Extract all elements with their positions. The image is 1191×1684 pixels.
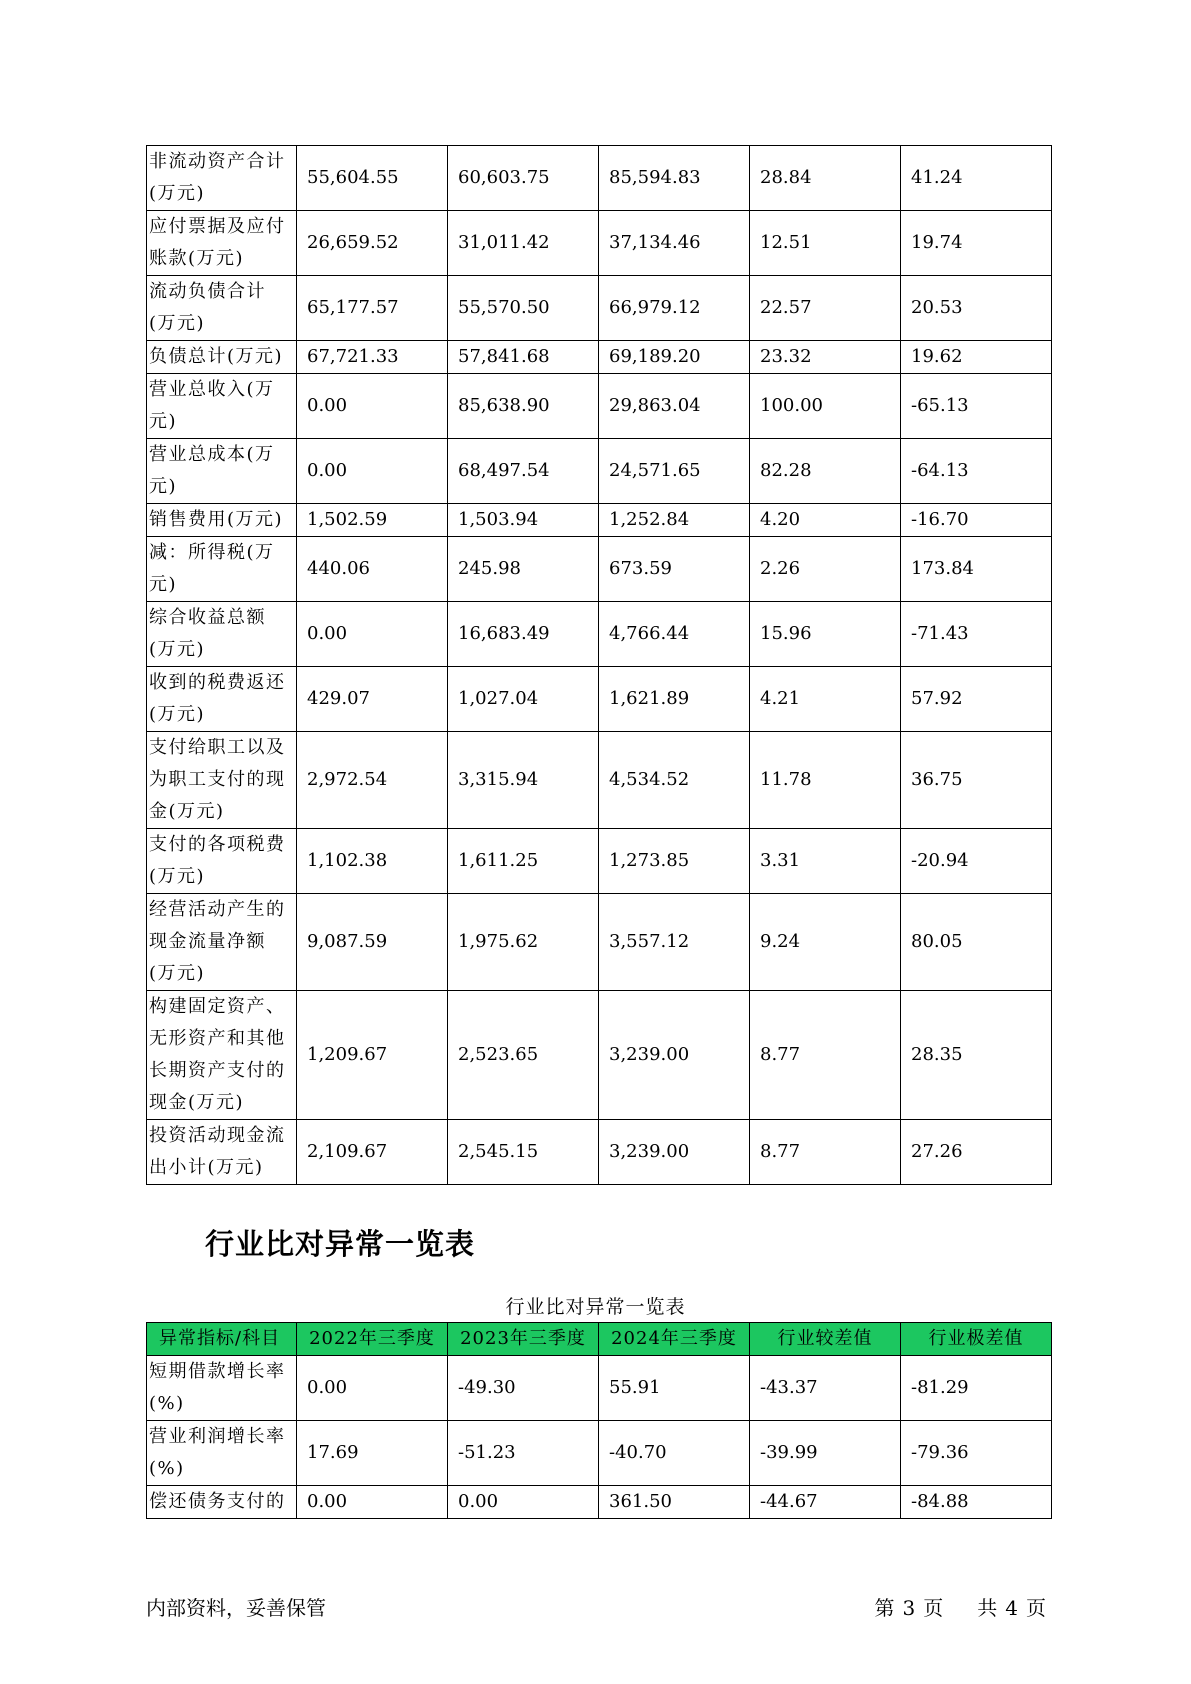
page-current: 3: [902, 1596, 916, 1620]
anomaly-table: [146, 1322, 1052, 1519]
value-cell: -44.67: [750, 1486, 901, 1519]
value-cell: 2.26: [750, 537, 901, 602]
value-cell: 3.31: [750, 829, 901, 894]
value-cell: 245.98: [448, 537, 599, 602]
table-row: [147, 732, 1052, 829]
value-cell: 57,841.68: [448, 341, 599, 374]
value-cell: 28.35: [901, 991, 1052, 1120]
table-caption: 行业比对异常一览表: [505, 1296, 686, 1318]
header-cell: 2024年三季度: [599, 1323, 750, 1356]
row-label: 短期借款增长率(%): [147, 1356, 297, 1421]
value-cell: 37,134.46: [599, 211, 750, 276]
table-row: [147, 1356, 1052, 1421]
header-cell: 行业极差值: [901, 1323, 1052, 1356]
table-row: [147, 504, 1052, 537]
value-cell: 2,545.15: [448, 1120, 599, 1185]
value-cell: 67,721.33: [297, 341, 448, 374]
value-cell: 16,683.49: [448, 602, 599, 667]
value-cell: -64.13: [901, 439, 1052, 504]
value-cell: 1,611.25: [448, 829, 599, 894]
value-cell: 1,503.94: [448, 504, 599, 537]
value-cell: 0.00: [297, 439, 448, 504]
value-cell: 673.59: [599, 537, 750, 602]
anomaly-table-body: [147, 1323, 1052, 1519]
page-total: 4: [1005, 1596, 1018, 1620]
value-cell: 19.74: [901, 211, 1052, 276]
total-prefix: 共: [977, 1596, 998, 1620]
header-cell: 2022年三季度: [297, 1323, 448, 1356]
value-cell: 17.69: [297, 1421, 448, 1486]
value-cell: 12.51: [750, 211, 901, 276]
table-row: [147, 439, 1052, 504]
value-cell: 100.00: [750, 374, 901, 439]
page-unit: 页: [923, 1596, 944, 1620]
table-row: [147, 211, 1052, 276]
value-cell: 28.84: [750, 146, 901, 211]
value-cell: 85,638.90: [448, 374, 599, 439]
value-cell: 29,863.04: [599, 374, 750, 439]
value-cell: 85,594.83: [599, 146, 750, 211]
value-cell: 11.78: [750, 732, 901, 829]
value-cell: -20.94: [901, 829, 1052, 894]
table-row: [147, 829, 1052, 894]
row-label: 流动负债合计(万元): [147, 276, 297, 341]
value-cell: 4.20: [750, 504, 901, 537]
value-cell: 3,315.94: [448, 732, 599, 829]
value-cell: 1,027.04: [448, 667, 599, 732]
row-label: 支付给职工以及为职工支付的现金(万元): [147, 732, 297, 829]
value-cell: 0.00: [297, 1486, 448, 1519]
row-label: 销售费用(万元): [147, 504, 297, 537]
value-cell: 0.00: [297, 1356, 448, 1421]
value-cell: 3,239.00: [599, 1120, 750, 1185]
value-cell: 1,102.38: [297, 829, 448, 894]
value-cell: 2,109.67: [297, 1120, 448, 1185]
value-cell: 9,087.59: [297, 894, 448, 991]
value-cell: 3,557.12: [599, 894, 750, 991]
value-cell: 68,497.54: [448, 439, 599, 504]
table-row: [147, 374, 1052, 439]
value-cell: -71.43: [901, 602, 1052, 667]
value-cell: 4.21: [750, 667, 901, 732]
financial-table-body: [147, 146, 1052, 1185]
value-cell: 57.92: [901, 667, 1052, 732]
value-cell: -16.70: [901, 504, 1052, 537]
value-cell: 66,979.12: [599, 276, 750, 341]
value-cell: 27.26: [901, 1120, 1052, 1185]
value-cell: 15.96: [750, 602, 901, 667]
value-cell: 55,604.55: [297, 146, 448, 211]
value-cell: 0.00: [297, 374, 448, 439]
value-cell: 19.62: [901, 341, 1052, 374]
table-row: [147, 537, 1052, 602]
row-label: 营业利润增长率(%): [147, 1421, 297, 1486]
value-cell: 4,766.44: [599, 602, 750, 667]
value-cell: 60,603.75: [448, 146, 599, 211]
value-cell: -49.30: [448, 1356, 599, 1421]
value-cell: 1,273.85: [599, 829, 750, 894]
value-cell: 8.77: [750, 1120, 901, 1185]
value-cell: 0.00: [297, 602, 448, 667]
total-unit: 页: [1026, 1596, 1046, 1620]
confidential-note: 内部资料，妥善保管: [146, 1596, 326, 1620]
value-cell: 80.05: [901, 894, 1052, 991]
row-label: 投资活动现金流出小计(万元): [147, 1120, 297, 1185]
value-cell: 173.84: [901, 537, 1052, 602]
value-cell: -51.23: [448, 1421, 599, 1486]
row-label: 非流动资产合计(万元): [147, 146, 297, 211]
value-cell: 55.91: [599, 1356, 750, 1421]
page-number: [871, 1592, 1050, 1621]
value-cell: 2,972.54: [297, 732, 448, 829]
value-cell: 36.75: [901, 732, 1052, 829]
row-label: 综合收益总额(万元): [147, 602, 297, 667]
header-cell: 异常指标/科目: [147, 1323, 297, 1356]
value-cell: 1,252.84: [599, 504, 750, 537]
value-cell: -81.29: [901, 1356, 1052, 1421]
value-cell: 31,011.42: [448, 211, 599, 276]
table-row: [147, 1120, 1052, 1185]
financial-table: [146, 145, 1052, 1185]
value-cell: 8.77: [750, 991, 901, 1120]
value-cell: -43.37: [750, 1356, 901, 1421]
value-cell: 1,502.59: [297, 504, 448, 537]
value-cell: 69,189.20: [599, 341, 750, 374]
value-cell: 429.07: [297, 667, 448, 732]
table-row: [147, 146, 1052, 211]
value-cell: 9.24: [750, 894, 901, 991]
value-cell: 440.06: [297, 537, 448, 602]
table-row: [147, 894, 1052, 991]
value-cell: 82.28: [750, 439, 901, 504]
table-row: [147, 1486, 1052, 1519]
value-cell: 0.00: [448, 1486, 599, 1519]
value-cell: 20.53: [901, 276, 1052, 341]
row-label: 构建固定资产、无形资产和其他长期资产支付的现金(万元): [147, 991, 297, 1120]
row-label: 支付的各项税费(万元): [147, 829, 297, 894]
value-cell: -79.36: [901, 1421, 1052, 1486]
section-heading: 行业比对异常一览表: [205, 1227, 476, 1261]
page-prefix: 第: [874, 1596, 895, 1620]
value-cell: 41.24: [901, 146, 1052, 211]
value-cell: 26,659.52: [297, 211, 448, 276]
row-label: 偿还债务支付的: [147, 1486, 297, 1519]
row-label: 营业总收入(万元): [147, 374, 297, 439]
row-label: 减：所得税(万元): [147, 537, 297, 602]
header-cell: 行业较差值: [750, 1323, 901, 1356]
value-cell: -39.99: [750, 1421, 901, 1486]
table-row: [147, 602, 1052, 667]
value-cell: 4,534.52: [599, 732, 750, 829]
value-cell: -40.70: [599, 1421, 750, 1486]
value-cell: 1,209.67: [297, 991, 448, 1120]
value-cell: 23.32: [750, 341, 901, 374]
table-row: [147, 667, 1052, 732]
row-label: 营业总成本(万元): [147, 439, 297, 504]
row-label: 应付票据及应付账款(万元): [147, 211, 297, 276]
value-cell: 65,177.57: [297, 276, 448, 341]
table-row: [147, 276, 1052, 341]
table-row: [147, 991, 1052, 1120]
value-cell: 3,239.00: [599, 991, 750, 1120]
row-label: 收到的税费返还(万元): [147, 667, 297, 732]
value-cell: -65.13: [901, 374, 1052, 439]
row-label: 经营活动产生的现金流量净额(万元): [147, 894, 297, 991]
value-cell: 1,975.62: [448, 894, 599, 991]
row-label: 负债总计(万元): [147, 341, 297, 374]
table-row: [147, 341, 1052, 374]
table-header-row: [147, 1323, 1052, 1356]
value-cell: 22.57: [750, 276, 901, 341]
value-cell: 1,621.89: [599, 667, 750, 732]
value-cell: 2,523.65: [448, 991, 599, 1120]
value-cell: 361.50: [599, 1486, 750, 1519]
value-cell: 55,570.50: [448, 276, 599, 341]
header-cell: 2023年三季度: [448, 1323, 599, 1356]
value-cell: -84.88: [901, 1486, 1052, 1519]
table-row: [147, 1421, 1052, 1486]
value-cell: 24,571.65: [599, 439, 750, 504]
